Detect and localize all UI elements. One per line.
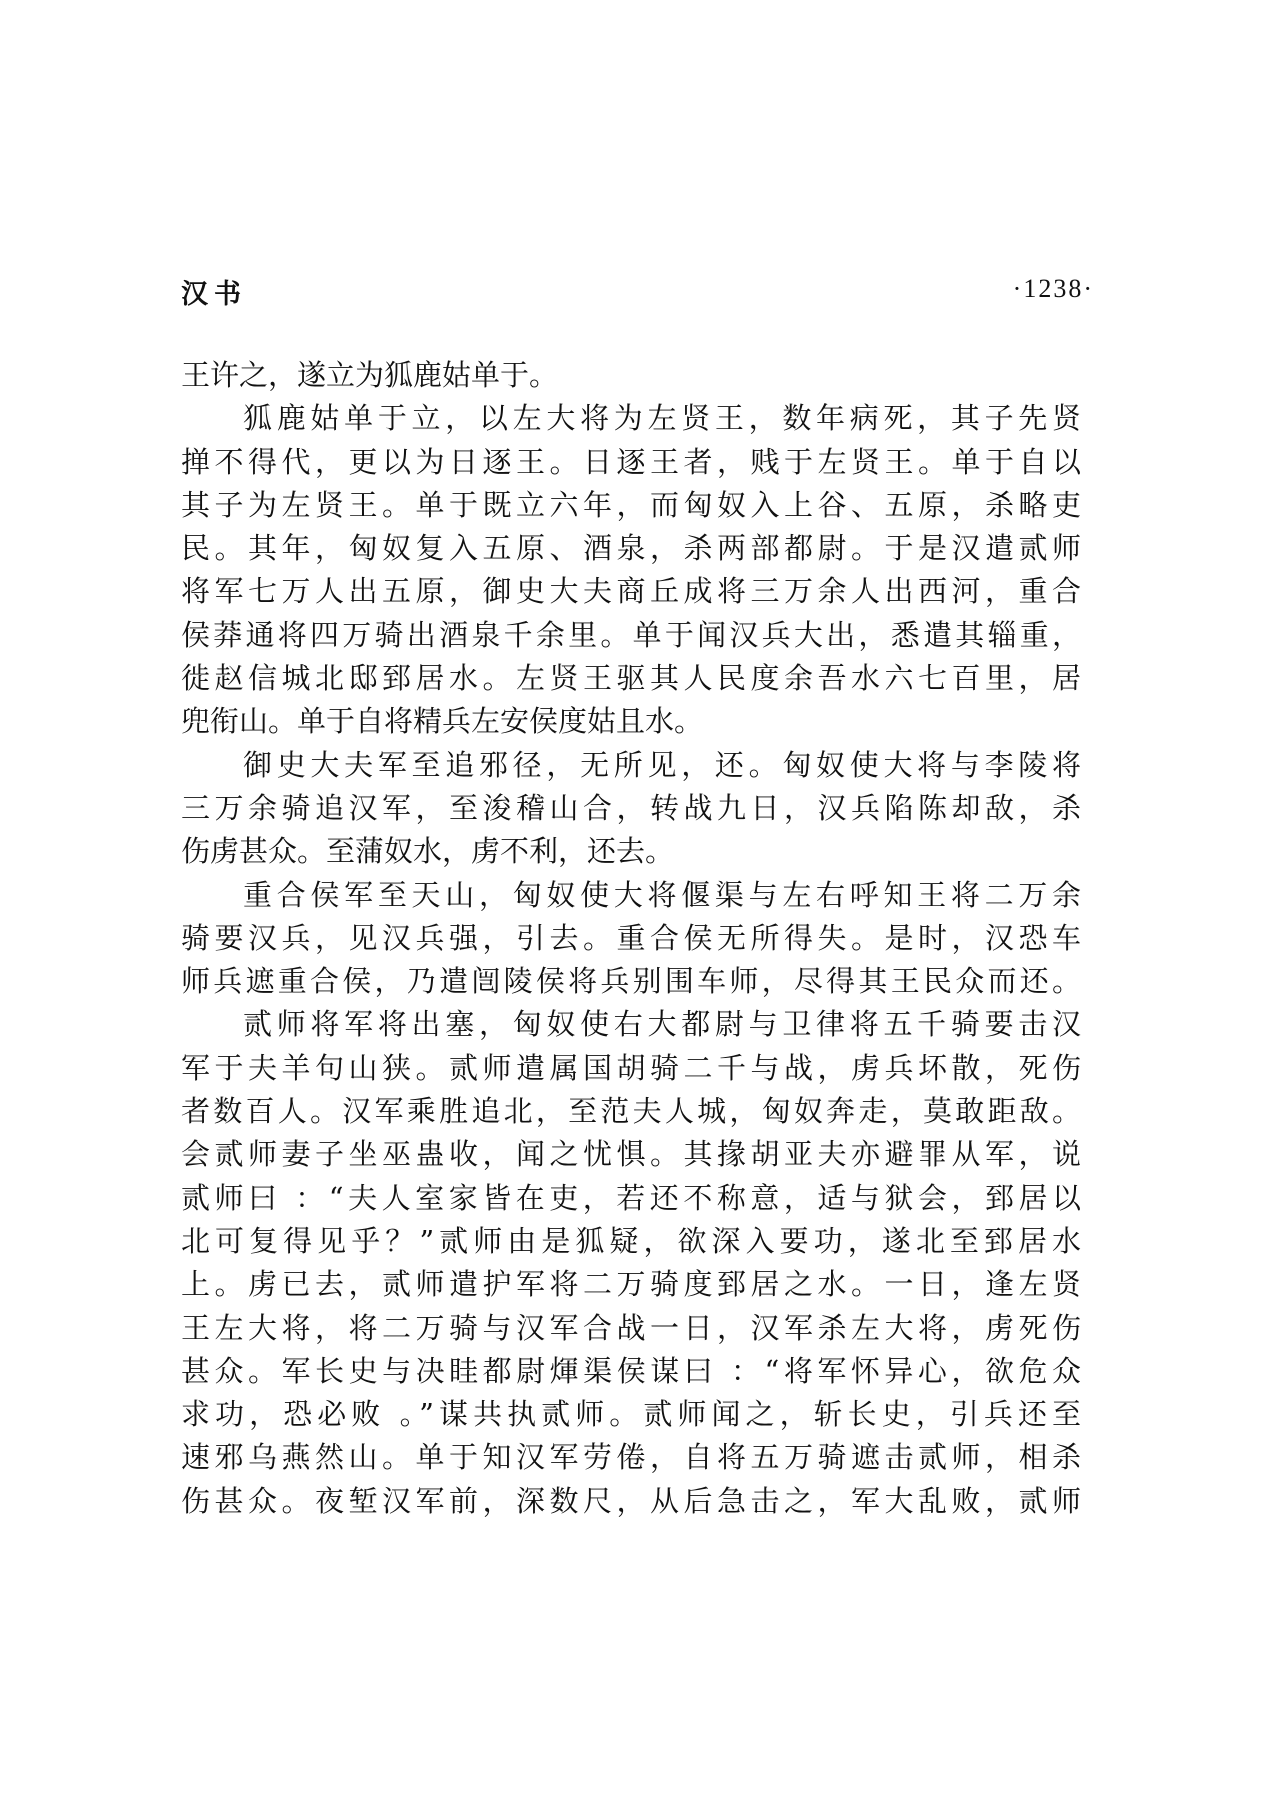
text-line: 伤甚众。夜堑汉军前，深数尺，从后急击之，军大乱败，贰师	[181, 1483, 1081, 1518]
text-line: 伤虏甚众。至蒲奴水，虏不利，还去。	[181, 834, 675, 869]
text-line: 上。虏已去，贰师遣护军将二万骑度郅居之水。一日，逢左贤	[181, 1267, 1081, 1302]
text-line: 甚众。军长史与决眭都尉煇渠侯谋曰 ：“将军怀异心，欲危众	[181, 1353, 1081, 1388]
text-line: 王许之，遂立为狐鹿姑单于。	[181, 358, 559, 392]
text-line: 徙赵信城北邸郅居水。左贤王驱其人民度余吾水六七百里，居	[181, 661, 1081, 696]
text-line: 掸不得代，更以为日逐王。日逐王者，贱于左贤王。单于自以	[181, 444, 1081, 479]
text-line: 求功，恐必败 。”谋共执贰师。贰师闻之，斩长史，引兵还至	[181, 1397, 1081, 1432]
text-line: 侯莽通将四万骑出酒泉千余里。单于闻汉兵大出，悉遣其辎重，	[181, 617, 1081, 652]
text-line: 会贰师妻子坐巫蛊收，闻之忧惧。其掾胡亚夫亦避罪从军，说	[181, 1137, 1081, 1172]
text-line: 师兵遮重合侯，乃遣闿陵侯将兵别围车师，尽得其王民众而还。	[181, 964, 1081, 999]
text-line: 北可复得见乎？”贰师由是狐疑，欲深入要功，遂北至郅居水	[181, 1223, 1081, 1258]
text-line: 兜衔山。单于自将精兵左安侯度姑且水。	[181, 704, 704, 739]
book-title: 汉书	[181, 279, 247, 310]
text-line: 贰师曰 ：“夫人室家皆在吏，若还不称意，适与狱会，郅居以	[181, 1180, 1081, 1215]
text-line: 其子为左贤王。单于既立六年，而匈奴入上谷、五原，杀略吏	[181, 487, 1081, 522]
text-line: 三万余骑追汉军，至浚稽山合，转战九日，汉兵陷陈却敌，杀	[181, 790, 1081, 825]
text-line: 速邪乌燕然山。单于知汉军劳倦，自将五万骑遮击贰师，相杀	[181, 1440, 1081, 1475]
text-line: 贰师将军将出塞，匈奴使右大都尉与卫律将五千骑要击汉	[243, 1007, 1081, 1042]
text-line: 民。其年，匈奴复入五原、酒泉，杀两部都尉。于是汉遣贰师	[181, 531, 1081, 566]
text-line: 将军七万人出五原，御史大夫商丘成将三万余人出西河，重合	[181, 574, 1081, 609]
body-text	[181, 354, 1081, 1523]
text-line: 者数百人。汉军乘胜追北，至范夫人城，匈奴奔走，莫敢距敌。	[181, 1094, 1081, 1129]
text-line: 王左大将，将二万骑与汉军合战一日，汉军杀左大将，虏死伤	[181, 1310, 1081, 1345]
text-line: 重合侯军至天山，匈奴使大将偃渠与左右呼知王将二万余	[243, 877, 1081, 912]
text-line: 骑要汉兵，见汉兵强，引去。重合侯无所得失。是时，汉恐车	[181, 920, 1081, 955]
page-number: ·1238·	[1012, 274, 1094, 303]
text-line: 军于夫羊句山狭。贰师遣属国胡骑二千与战，虏兵坏散，死伤	[181, 1050, 1081, 1085]
text-line: 御史大夫军至追邪径，无所见，还。匈奴使大将与李陵将	[243, 747, 1081, 782]
page-header	[181, 272, 1094, 312]
text-line: 狐鹿姑单于立，以左大将为左贤王，数年病死，其子先贤	[243, 401, 1081, 436]
